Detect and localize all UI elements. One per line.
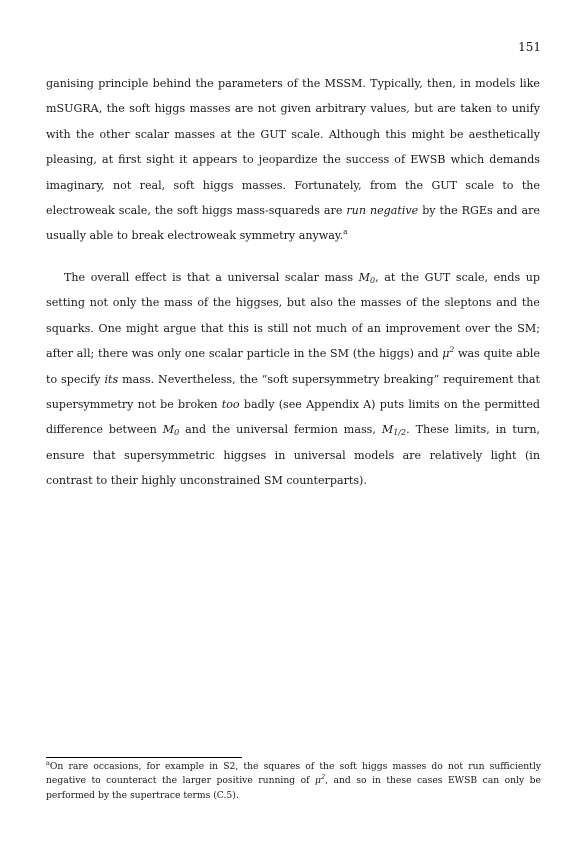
paragraph-text: was quite able to specify: [46, 347, 540, 386]
body-paragraph-2: [46, 265, 540, 494]
emphasis-too: too: [221, 398, 240, 412]
paragraph-text: . These limits, in turn, ensure that supersymmetric higgses in universal models are relatively light (in contrast to their highly unconstrained SM counterparts).: [46, 423, 540, 488]
paragraph-text: mass. Nevertheless, the “soft supersymmetry breaking” requirement that supersymmetry not be broken: [46, 372, 540, 412]
footnote-marker[interactable]: a: [343, 227, 348, 237]
footnote-rule: [46, 757, 242, 758]
math-M0: $M_0$: [162, 423, 180, 438]
footnote-text: , and so in these cases EWSB can only be performed by the supertrace terms (C.5).: [46, 775, 541, 801]
math-mu-squared: $\mu^2$: [315, 773, 326, 787]
footnote-mark: a: [46, 759, 50, 767]
emphasis-its: its: [104, 372, 119, 386]
body-paragraph-1: [46, 71, 540, 249]
paragraph-text: badly (see Appendix A) puts limits on the permitted difference between: [46, 398, 540, 437]
paragraph-text: ganising principle behind the parameters of the MSSM. Typically, then, in models like mSUGRA, the soft higgs masses are not given arbitrary values, but are taken to unify with the other scalar masses at the GUT scale. Although this might be aesthetically pleasing, at first sight it appears to jeopardize the success of EWSB which demands imaginary, not real, soft higgs masses. Fortunately, from the GUT scale to the electroweak scale, the soft higgs mass-squareds are: [46, 77, 540, 218]
paragraph-text: by the RGEs and are usually able to break electroweak symmetry anyway.: [46, 204, 540, 243]
footnote: [46, 760, 541, 803]
math-mu-squared: $\mu^2$: [442, 345, 455, 361]
page-number: 151: [518, 40, 541, 54]
paragraph-text: and the universal fermion mass,: [179, 423, 382, 437]
paragraph-text: , at the GUT scale, ends up setting not only the mass of the higgses, but also the masses of the sleptons and the squarks. One might argue that this is still not much of an improvement over the SM; after all; there was only one scalar particle in the SM (the higgs) and: [46, 271, 540, 361]
paragraph-text: The overall effect is that a universal scalar mass: [64, 271, 359, 284]
math-M-half: $M_{1/2}$: [381, 423, 407, 438]
math-M0: $M_0$: [358, 271, 376, 285]
emphasis-run-negative: run negative: [346, 204, 419, 218]
footnote-text: On rare occasions, for example in S2, the squares of the soft higgs masses do not run sufficiently negative to counteract the larger positive running of: [46, 761, 541, 787]
